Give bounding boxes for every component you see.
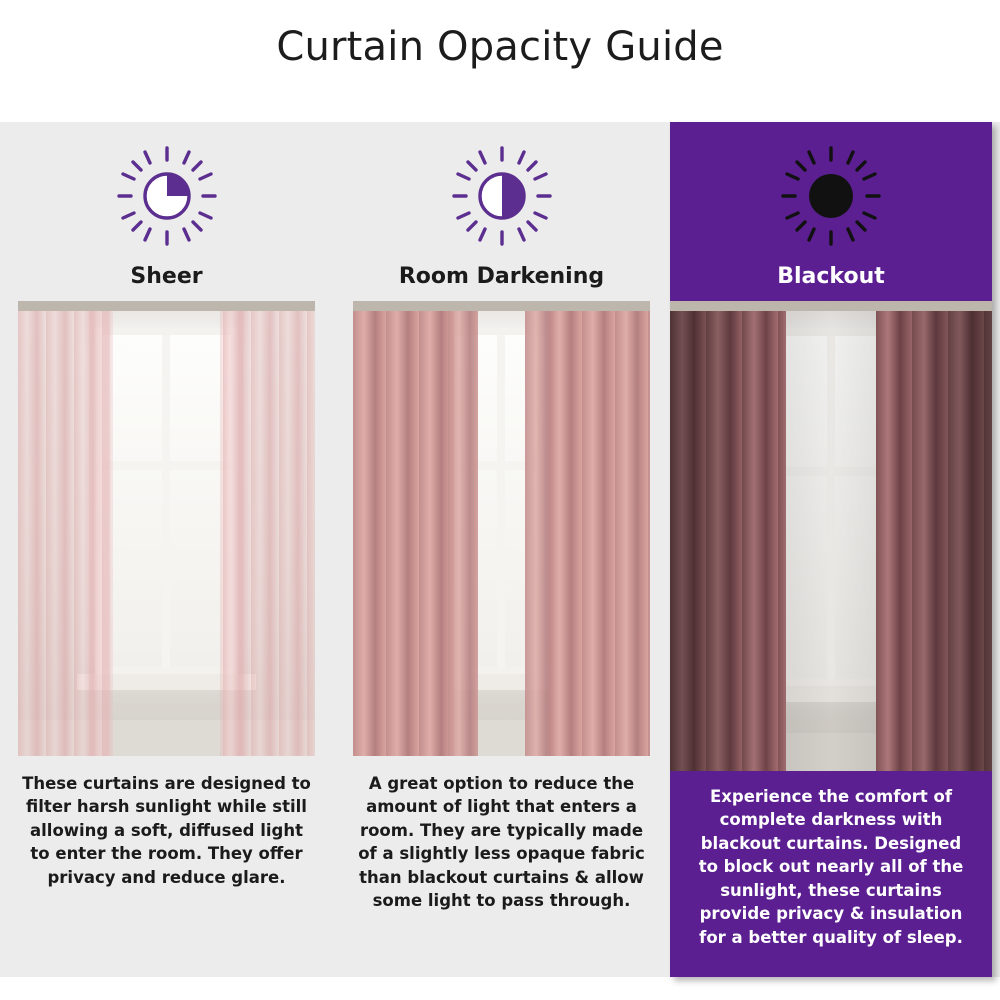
photo-room-darkening (353, 301, 650, 756)
description-room-darkening: A great option to reduce the amount of light that enters a room. They are typically made of a slightly less opaque fabric than blackout curtains & allow some light to pass through. (358, 774, 645, 911)
photo-blackout (670, 301, 992, 771)
sun-quarter-filled-icon (115, 144, 219, 248)
sun-full-filled-icon (779, 144, 883, 248)
blackout-icon-wrap (670, 122, 992, 262)
column-room-darkening[interactable] (335, 122, 668, 977)
column-label-blackout: Blackout (777, 264, 885, 289)
description-sheer: These curtains are designed to filter harsh sunlight while still allowing a soft, diffused light to enter the room. They offer privacy and reduce glare. (22, 774, 311, 887)
photo-sheer (18, 301, 315, 756)
page-title: Curtain Opacity Guide (276, 24, 724, 70)
opacity-columns (0, 122, 1000, 977)
column-sheer[interactable] (0, 122, 333, 977)
column-label-room-darkening: Room Darkening (398, 264, 605, 289)
sheer-icon-wrap (0, 122, 333, 262)
column-label-sheer: Sheer (130, 264, 203, 289)
column-blackout[interactable] (670, 122, 992, 977)
room-darkening-icon-wrap (335, 122, 668, 262)
description-blackout: Experience the comfort of complete darkness with blackout curtains. Designed to block out nearly all of the sunlight, these curtains provide privacy & insulation for a better quality of sleep. (698, 787, 964, 947)
sun-half-filled-icon (450, 144, 554, 248)
